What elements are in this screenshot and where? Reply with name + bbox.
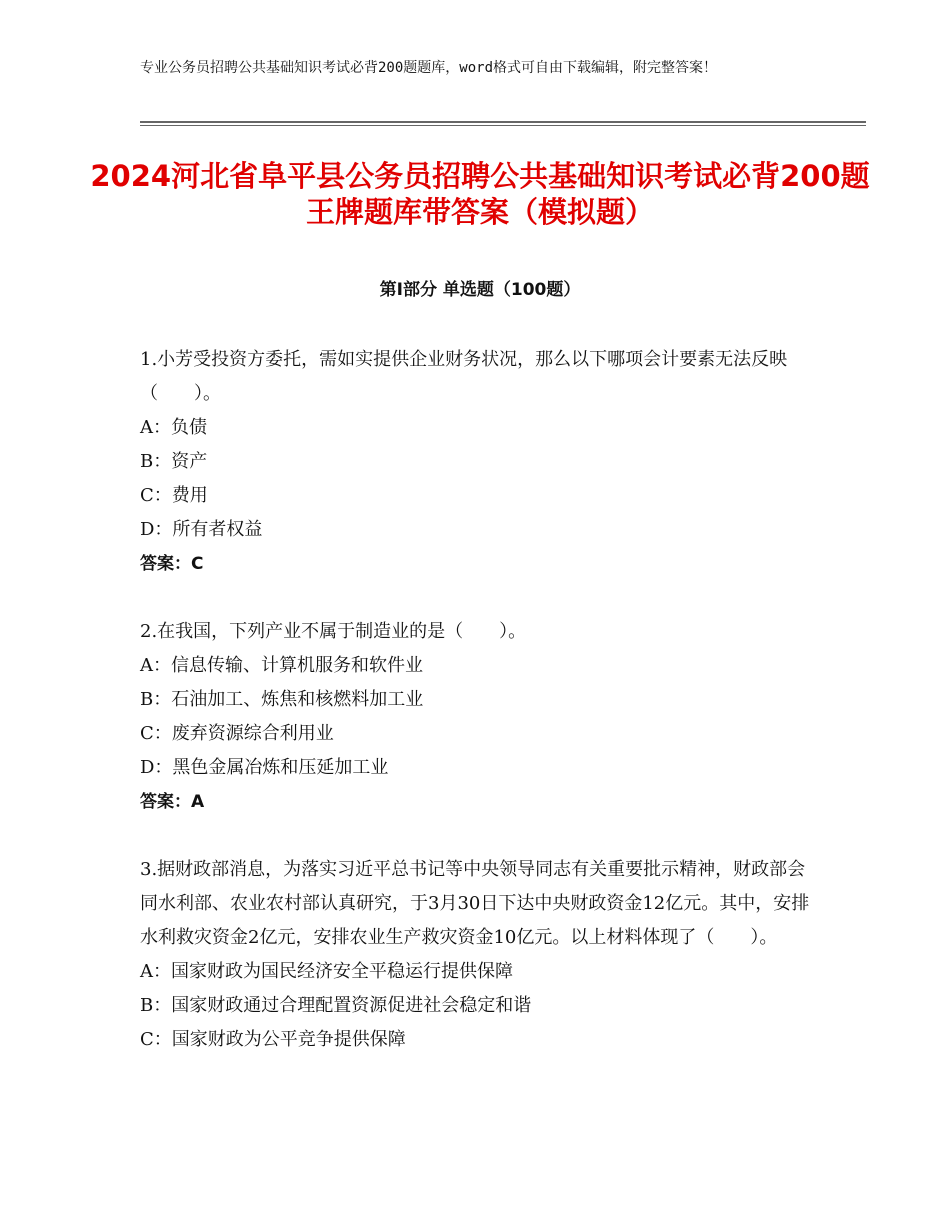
question-1 <box>140 343 820 581</box>
option-d: D：所有者权益 <box>140 519 263 540</box>
option-a: A：国家财政为国民经济安全平稳运行提供保障 <box>140 961 513 982</box>
option-b: B：资产 <box>140 451 208 472</box>
header-note: 专业公务员招聘公共基础知识考试必背200题题库，word格式可自由下载编辑，附完整答案！ <box>140 60 717 76</box>
option-c: C：费用 <box>140 485 208 506</box>
question-stem: 2.在我国，下列产业不属于制造业的是（ ）。 <box>140 621 527 642</box>
question-stem: 1.小芳受投资方委托，需如实提供企业财务状况，那么以下哪项会计要素无法反映（ ）。 <box>140 349 788 404</box>
option-b: B：石油加工、炼焦和核燃料加工业 <box>140 689 424 710</box>
question-stem: 3.据财政部消息，为落实习近平总书记等中央领导同志有关重要批示精神，财政部会同水利部、农业农村部认真研究，于3月30日下达中央财政资金12亿元。其中，安排水利救灾资金2亿元，安排农业生产救灾资金10亿元。以上材料体现了（ ）。 <box>140 859 810 948</box>
question-list <box>140 343 820 1091</box>
answer: 答案：A <box>140 792 205 812</box>
question-2 <box>140 615 820 819</box>
option-a: A：信息传输、计算机服务和软件业 <box>140 655 423 676</box>
document-title: 2024河北省阜平县公务员招聘公共基础知识考试必背200题王牌题库带答案（模拟题） <box>90 159 870 229</box>
option-a: A：负债 <box>140 417 207 438</box>
option-b: B：国家财政通过合理配置资源促进社会稳定和谐 <box>140 995 532 1016</box>
option-c: C：废弃资源综合利用业 <box>140 723 334 744</box>
option-d: D：黑色金属冶炼和压延加工业 <box>140 757 389 778</box>
header-divider <box>140 121 866 126</box>
question-3 <box>140 853 820 1057</box>
option-c: C：国家财政为公平竞争提供保障 <box>140 1029 406 1050</box>
section-heading: 第Ⅰ部分 单选题（100题） <box>379 280 581 300</box>
answer: 答案：C <box>140 554 204 574</box>
